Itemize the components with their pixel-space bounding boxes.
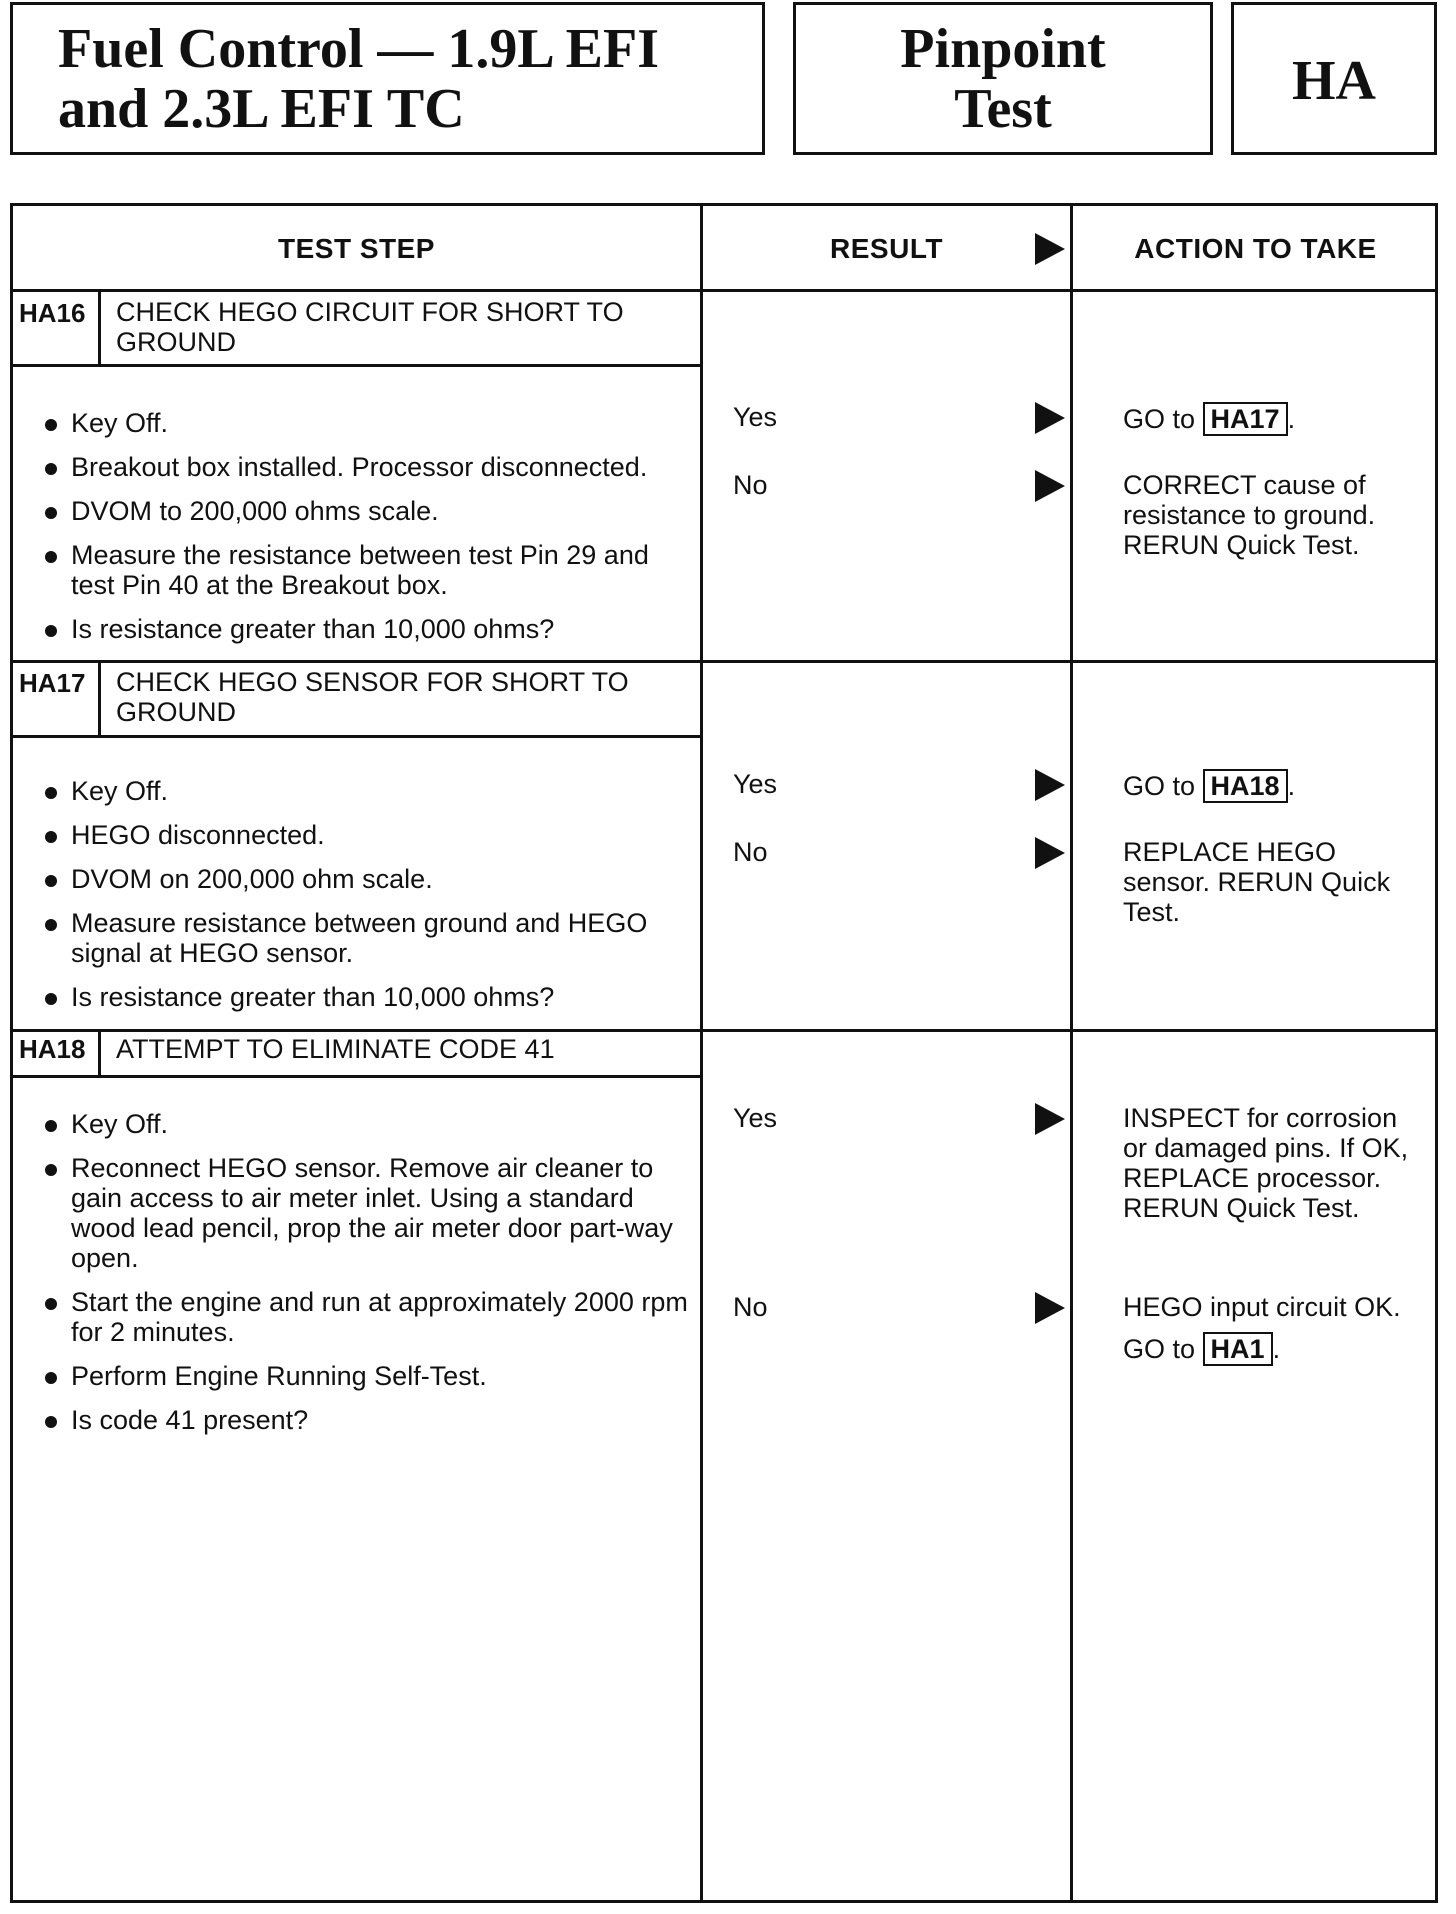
action-no: CORRECT cause of resistance to ground. RERUN Quick Test. <box>1123 470 1376 560</box>
step-reference: HA1 <box>1203 1332 1273 1366</box>
step-title-underline <box>13 364 700 367</box>
step-reference: HA18 <box>1203 769 1288 803</box>
step-id-divider <box>98 292 101 367</box>
step-title-line: GROUND <box>116 327 236 357</box>
title-box <box>10 2 765 155</box>
title-line-2: and 2.3L EFI TC <box>58 78 465 140</box>
instruction-item: Breakout box installed. Processor disconnected. <box>41 452 691 482</box>
action-no: REPLACE HEGO sensor. RERUN Quick Test. <box>1123 837 1391 927</box>
arrow-icon <box>1035 402 1065 434</box>
instruction-item: Measure resistance between ground and HEGO signal at HEGO sensor. <box>41 908 691 968</box>
action-goto: GO to HA1 . <box>1123 1334 1281 1364</box>
step-instructions <box>41 776 691 1026</box>
instruction-item: DVOM on 200,000 ohm scale. <box>41 864 691 894</box>
instruction-item: Perform Engine Running Self-Test. <box>41 1361 691 1391</box>
step-title-line: GROUND <box>116 697 236 727</box>
column-header-action: ACTION TO TAKE <box>1134 233 1377 264</box>
arrow-icon <box>1035 470 1065 502</box>
instruction-item: DVOM to 200,000 ohms scale. <box>41 496 691 526</box>
result-yes: Yes <box>733 769 778 799</box>
action-yes: GO to HA18 . <box>1123 771 1296 801</box>
instruction-item: Key Off. <box>41 408 691 438</box>
result-no: No <box>733 837 768 867</box>
test-code-box <box>1231 2 1437 155</box>
column-divider-2 <box>1070 206 1073 1900</box>
step-id-divider <box>98 1032 101 1078</box>
result-yes: Yes <box>733 402 778 432</box>
pinpoint-test-table <box>10 203 1438 1903</box>
column-header-result: RESULT <box>830 233 943 264</box>
result-yes: Yes <box>733 1103 778 1133</box>
instruction-item: HEGO disconnected. <box>41 820 691 850</box>
arrow-icon <box>1035 233 1065 265</box>
page-title <box>58 19 659 139</box>
test-type-line-2: Test <box>954 78 1052 140</box>
test-type <box>796 19 1210 139</box>
instruction-item: Measure the resistance between test Pin 29 and test Pin 40 at the Breakout box. <box>41 540 691 600</box>
title-line-1: Fuel Control — 1.9L EFI <box>58 18 660 80</box>
instruction-item: Is resistance greater than 10,000 ohms? <box>41 982 691 1012</box>
instruction-item: Reconnect HEGO sensor. Remove air cleaner to gain access to air meter inlet. Using a standard wood lead pencil, prop the air meter door part-way open. <box>41 1153 691 1273</box>
step-title-underline <box>13 1075 700 1078</box>
row-divider-2 <box>13 1029 1435 1032</box>
result-no: No <box>733 1292 768 1322</box>
instruction-item: Key Off. <box>41 776 691 806</box>
arrow-icon <box>1035 1103 1065 1135</box>
column-header-test-step: TEST STEP <box>278 233 435 264</box>
step-id: HA18 <box>19 1034 86 1064</box>
step-instructions <box>41 1109 691 1449</box>
arrow-icon <box>1035 1292 1065 1324</box>
arrow-icon <box>1035 837 1065 869</box>
action-no <box>1123 1292 1423 1366</box>
test-code: HA <box>1292 50 1376 112</box>
action-text: HEGO input circuit OK. <box>1123 1292 1401 1322</box>
step-title-line: ATTEMPT TO ELIMINATE CODE 41 <box>116 1034 555 1064</box>
step-id: HA16 <box>19 298 86 328</box>
action-yes: GO to HA17 . <box>1123 404 1296 434</box>
action-text: GO to <box>1123 771 1196 801</box>
step-title <box>116 297 624 357</box>
instruction-item: Start the engine and run at approximately 2000 rpm for 2 minutes. <box>41 1287 691 1347</box>
column-divider-1 <box>700 206 703 1900</box>
step-title-line: CHECK HEGO SENSOR FOR SHORT TO <box>116 667 629 697</box>
arrow-icon <box>1035 769 1065 801</box>
step-title-underline <box>13 735 700 738</box>
step-title <box>116 667 629 727</box>
instruction-item: Key Off. <box>41 1109 691 1139</box>
action-text: GO to <box>1123 404 1196 434</box>
action-text: GO to <box>1123 1334 1196 1364</box>
step-id-divider <box>98 663 101 738</box>
test-type-box <box>793 2 1213 155</box>
instruction-item: Is code 41 present? <box>41 1405 691 1435</box>
step-reference: HA17 <box>1203 402 1288 436</box>
action-yes: INSPECT for corrosion or damaged pins. If OK, REPLACE processor. RERUN Quick Test. <box>1123 1103 1409 1223</box>
step-title-line: CHECK HEGO CIRCUIT FOR SHORT TO <box>116 297 624 327</box>
step-instructions <box>41 408 691 658</box>
row-divider-1 <box>13 660 1435 663</box>
test-type-line-1: Pinpoint <box>900 18 1106 80</box>
instruction-item: Is resistance greater than 10,000 ohms? <box>41 614 691 644</box>
step-title <box>116 1034 555 1064</box>
step-id: HA17 <box>19 668 86 698</box>
result-no: No <box>733 470 768 500</box>
